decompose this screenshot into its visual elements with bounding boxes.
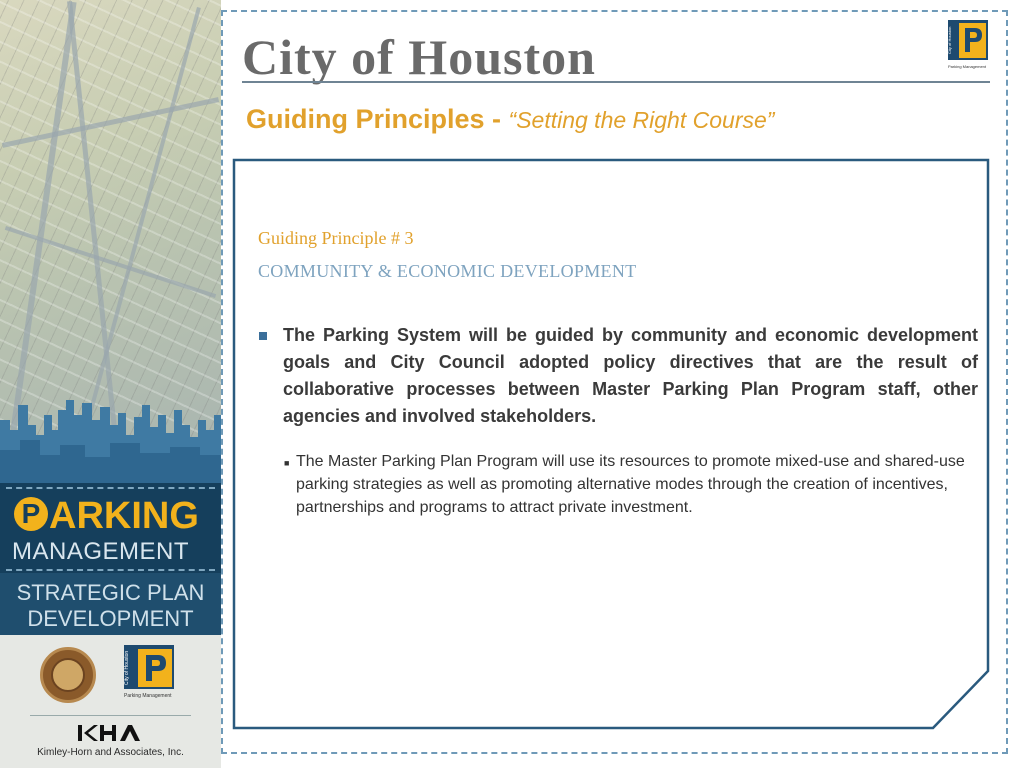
page-subtitle: Guiding Principles - “Setting the Right Course”	[246, 104, 775, 134]
small-square-bullet-icon: ■	[284, 458, 290, 468]
parking-management-brand	[0, 483, 221, 635]
square-bullet-icon	[259, 328, 271, 340]
page-title: City of Houston	[242, 29, 596, 85]
sub-bullet-text: The Master Parking Plan Program will use its resources to promote mixed-use and shared-use parking strategies as well as promoting alternative modes through the creation of incentives, partnerships and programs to attract private investment.	[296, 453, 965, 516]
parking-p-icon: P	[14, 497, 48, 531]
management-wordmark: MANAGEMENT	[12, 538, 190, 565]
svg-text:Parking Management: Parking Management	[948, 64, 987, 69]
page-number: 12	[986, 733, 1000, 747]
parking-management-logo	[948, 20, 988, 72]
sidebar	[0, 0, 221, 768]
city-map-image	[0, 0, 221, 440]
svg-text:City of Houston: City of Houston	[947, 26, 952, 54]
city-seal-icon	[40, 647, 96, 703]
parking-management-logo	[124, 645, 174, 707]
main-bullet-text: The Parking System will be guided by community and economic development goals and City Council adopted policy directives that are the result of collaborative processes between Master Parking Plan Program staff, other agencies and involved stakeholders.	[283, 325, 978, 426]
principle-number: Guiding Principle # 3	[258, 228, 414, 248]
svg-text:Parking Management: Parking Management	[124, 693, 172, 699]
principle-title: COMMUNITY & ECONOMIC DEVELOPMENT	[258, 261, 637, 281]
title-divider	[242, 81, 990, 83]
kimley-horn-logo-icon	[78, 723, 140, 743]
svg-text:City of Houston: City of Houston	[124, 650, 130, 685]
firm-name: Kimley-Horn and Associates, Inc.	[37, 747, 184, 758]
skyline-image	[0, 395, 221, 485]
parking-wordmark: P ARKING	[14, 495, 199, 538]
strategic-plan-label: STRATEGIC PLAN DEVELOPMENT	[16, 580, 205, 631]
logo-area	[0, 635, 221, 768]
